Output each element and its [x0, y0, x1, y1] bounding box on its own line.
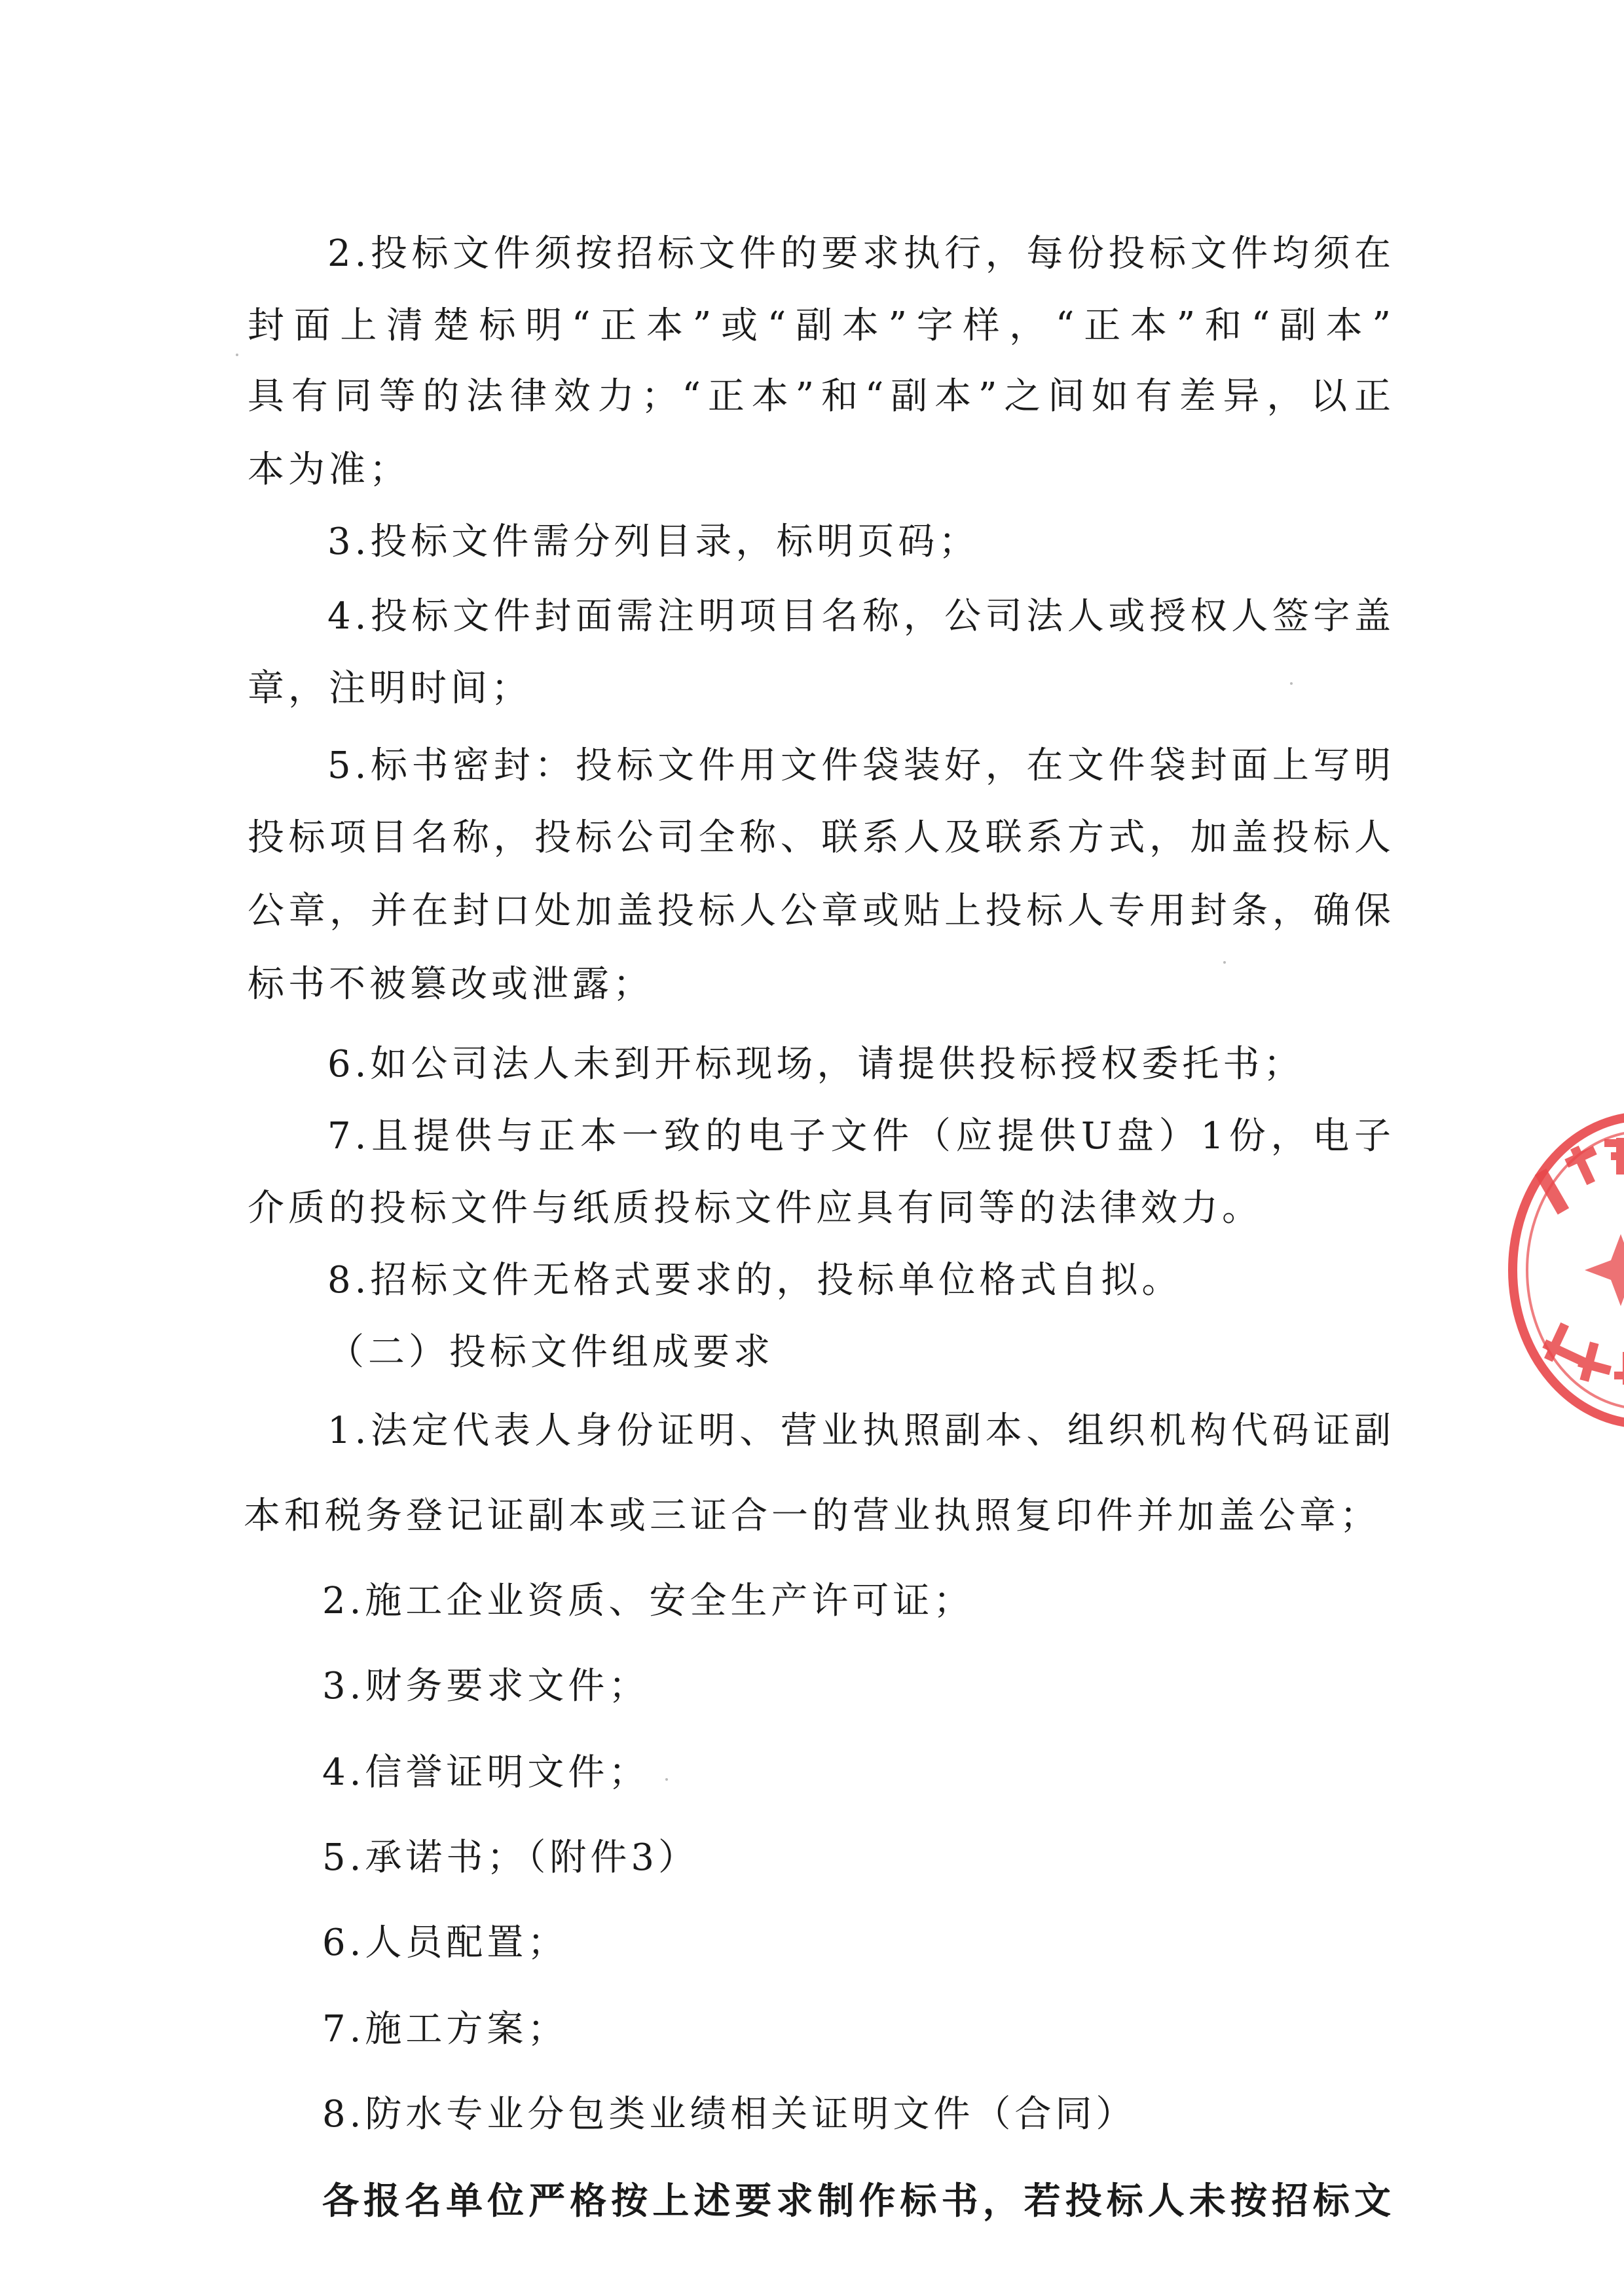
paragraph-line: 8.招标文件无格式要求的，投标单位格式自拟。: [327, 1259, 1183, 1302]
section-heading: （二）投标文件组成要求: [327, 1331, 774, 1374]
scan-speck: [236, 354, 238, 356]
paragraph-line: 3.投标文件需分列目录，标明页码；: [327, 520, 980, 563]
list-item: 5.承诺书；（附件3）: [322, 1836, 699, 1879]
seal-lettering: [1535, 1138, 1624, 1385]
paragraph-line: 4.投标文件封面需注明项目名称，公司法人或授权人签字盖: [327, 595, 1395, 638]
list-item: 6.人员配置；: [322, 1922, 568, 1964]
list-item: 8.防水专业分包类业绩相关证明文件（合同）: [322, 2093, 1137, 2136]
paragraph-line: 本为准；: [248, 448, 410, 491]
paragraph-line: 7.且提供与正本一致的电子文件（应提供U盘）1份，电子: [327, 1115, 1395, 1157]
scan-speck: [665, 1778, 668, 1781]
official-seal: [1506, 1106, 1624, 1434]
paragraph-line: 具有同等的法律效力；“正本”和“副本”之间如有差异，以正: [248, 375, 1395, 418]
paragraph-line: 5.标书密封：投标文件用文件袋装好，在文件袋封面上写明: [327, 744, 1395, 787]
list-item: 3.财务要求文件；: [322, 1665, 650, 1707]
paragraph-line: 公章，并在封口处加盖投标人公章或贴上投标人专用封条，确保: [248, 890, 1395, 932]
list-item: 4.信誉证明文件；: [322, 1751, 650, 1794]
closing-line: 各报名单位严格按上述要求制作标书，若投标人未按招标文: [322, 2179, 1395, 2223]
list-item: 2.施工企业资质、安全生产许可证；: [322, 1580, 974, 1622]
list-item: 7.施工方案；: [322, 2008, 568, 2050]
scan-speck: [1290, 682, 1293, 685]
paragraph-line: 投标项目名称，投标公司全称、联系人及联系方式，加盖投标人: [248, 816, 1395, 859]
paragraph-line: 标书不被篡改或泄露；: [248, 963, 654, 1006]
paragraph-line: 本和税务登记证副本或三证合一的营业执照复印件并加盖公章；: [244, 1495, 1380, 1537]
paragraph-line: 介质的投标文件与纸质投标文件应具有同等的法律效力。: [248, 1187, 1263, 1230]
scan-speck: [1223, 961, 1226, 964]
paragraph-line: 2.投标文件须按招标文件的要求执行，每份投标文件均须在: [327, 232, 1395, 275]
paragraph-line: 6.如公司法人未到开标现场，请提供投标授权委托书；: [327, 1043, 1304, 1085]
paragraph-line: 1.法定代表人身份证明、营业执照副本、组织机构代码证副: [327, 1410, 1395, 1452]
paragraph-line: 封面上清楚标明“正本”或“副本”字样，“正本”和“副本”: [248, 304, 1395, 347]
paragraph-line: 章，注明时间；: [248, 667, 532, 710]
